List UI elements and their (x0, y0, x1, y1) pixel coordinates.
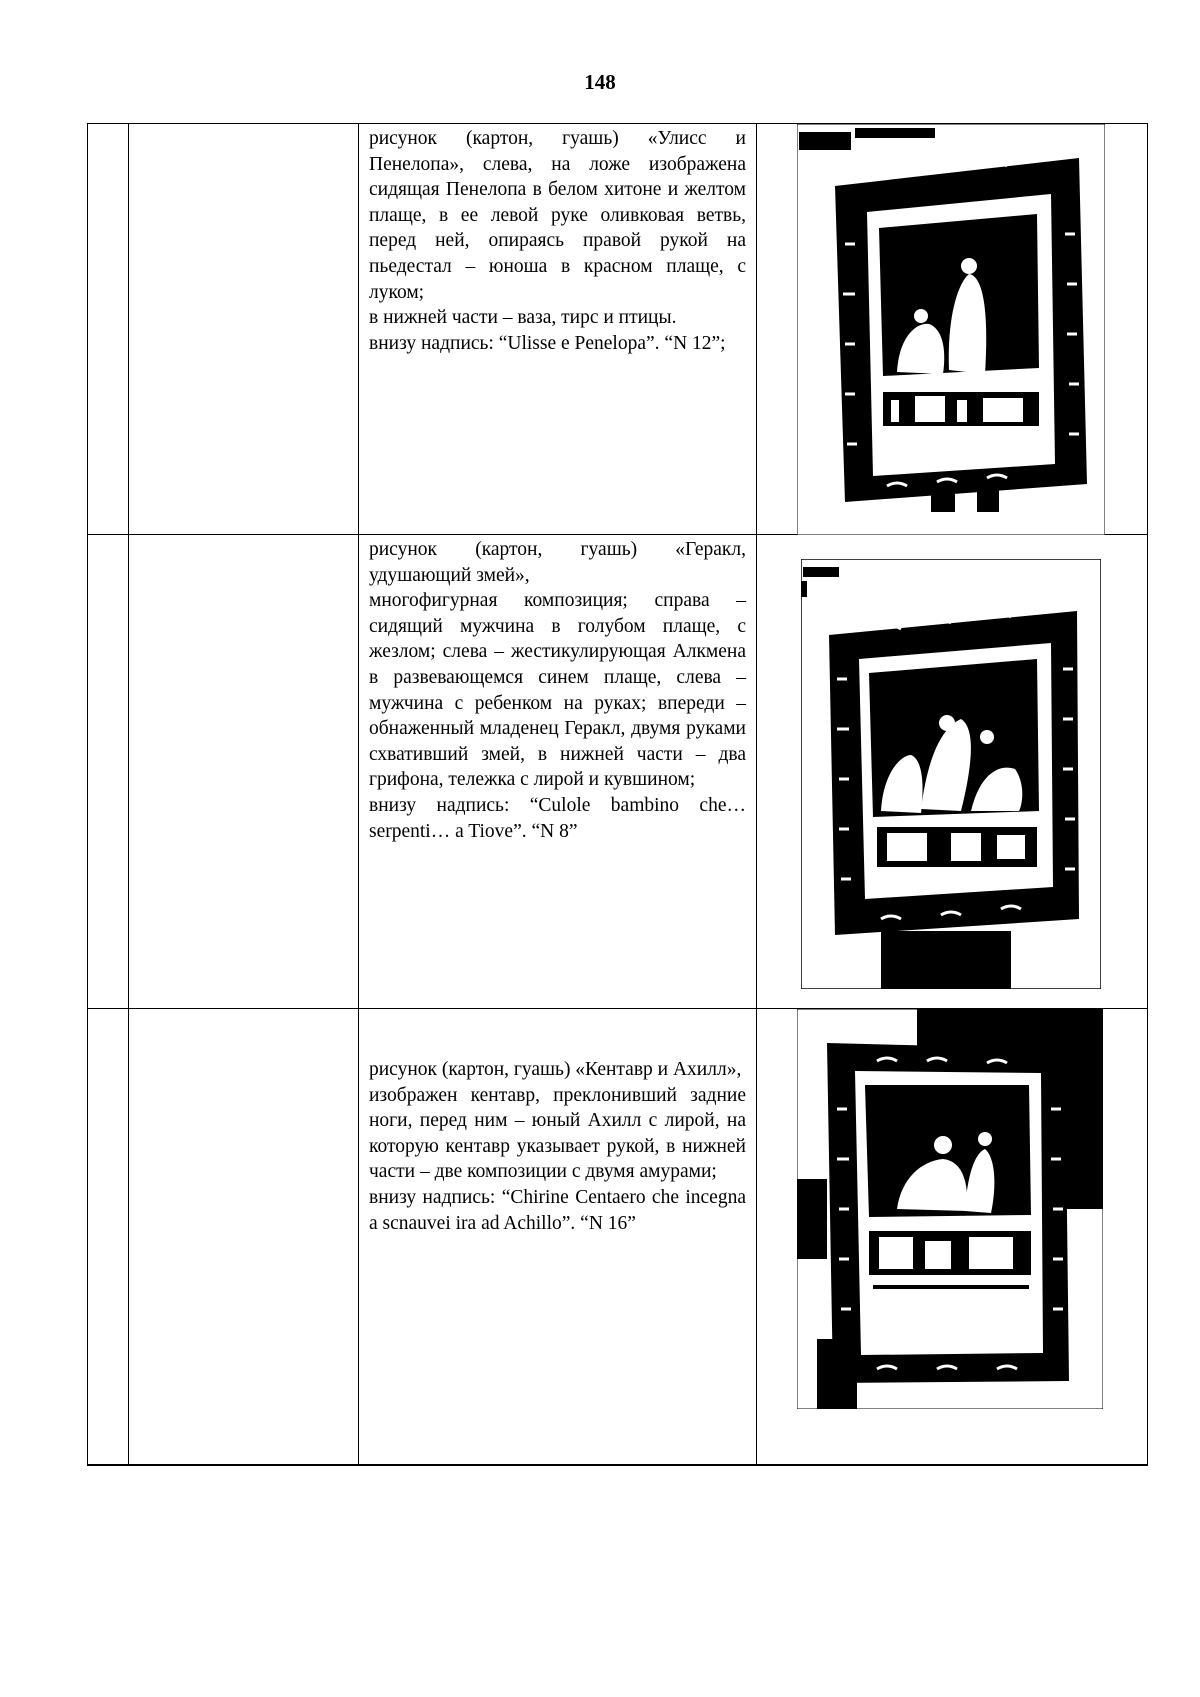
number-cell (88, 1009, 129, 1465)
catalog-table (87, 123, 1148, 1466)
number-cell (88, 535, 129, 1009)
name-cell (129, 535, 359, 1009)
description-paragraph: в нижней части – ваза, тирс и птицы. (369, 307, 677, 329)
description-paragraph: рисунок (картон, гуашь) «Улисс и Пенелопа», слева, на ложе изображена сидящая Пенелопа в белом хитоне и желтом плаще, в ее левой руке оливковая ветвь, перед ней, опираясь правой рукой на пьедестал – юноша в красном плаще, с луком; (369, 128, 746, 303)
description-cell (359, 535, 757, 1009)
photo-cell (757, 535, 1148, 1009)
artwork-photo-herakles-snakes (801, 559, 1101, 989)
table-row (88, 535, 1148, 1009)
photo-cell (757, 124, 1148, 535)
description-paragraph: внизу надпись: “Ulisse e Penelopa”. “N 12”; (369, 332, 726, 354)
description-paragraph: изображен кентавр, преклонивший задние ноги, перед ним – юный Ахилл с лирой, на которую кентавр указывает рукой, в нижней части – две композиции с двумя амурами; (369, 1084, 746, 1183)
description-cell (359, 1009, 757, 1465)
artwork-photo-centaur-achilles (797, 1009, 1103, 1409)
description-paragraph: внизу надпись: “Culole bambino che…serpenti… a Tiove”. “N 8” (369, 794, 746, 842)
description-paragraph: рисунок (картон, гуашь) «Кентавр и Ахилл», (369, 1059, 742, 1080)
table-row (88, 1009, 1148, 1465)
description-paragraph: многофигурная композиция; справа – сидящий мужчина в голубом плаще, с жезлом; слева – жестикулирующая Алкмена в развевающемся синем плаще, слева – мужчина с ребенком на руках; впереди – обнаженный младенец Геракл, двумя руками схвативший змей, в нижней части – два грифона, тележка с лирой и кувшином; (369, 590, 746, 791)
description-paragraph: внизу надпись: “Chirine Centaero che incegna a scnauvei ira ad Achillo”. “N 16” (369, 1186, 746, 1234)
table-row (88, 124, 1148, 535)
number-cell (88, 124, 129, 535)
name-cell (129, 124, 359, 535)
photo-cell (757, 1009, 1148, 1465)
page-number: 148 (584, 70, 616, 94)
name-cell (129, 1009, 359, 1465)
description-paragraph: рисунок (картон, гуашь) «Геракл, удушающий змей», (369, 539, 746, 586)
artwork-photo-ulisse-penelopa (797, 124, 1105, 535)
description-cell (359, 124, 757, 535)
